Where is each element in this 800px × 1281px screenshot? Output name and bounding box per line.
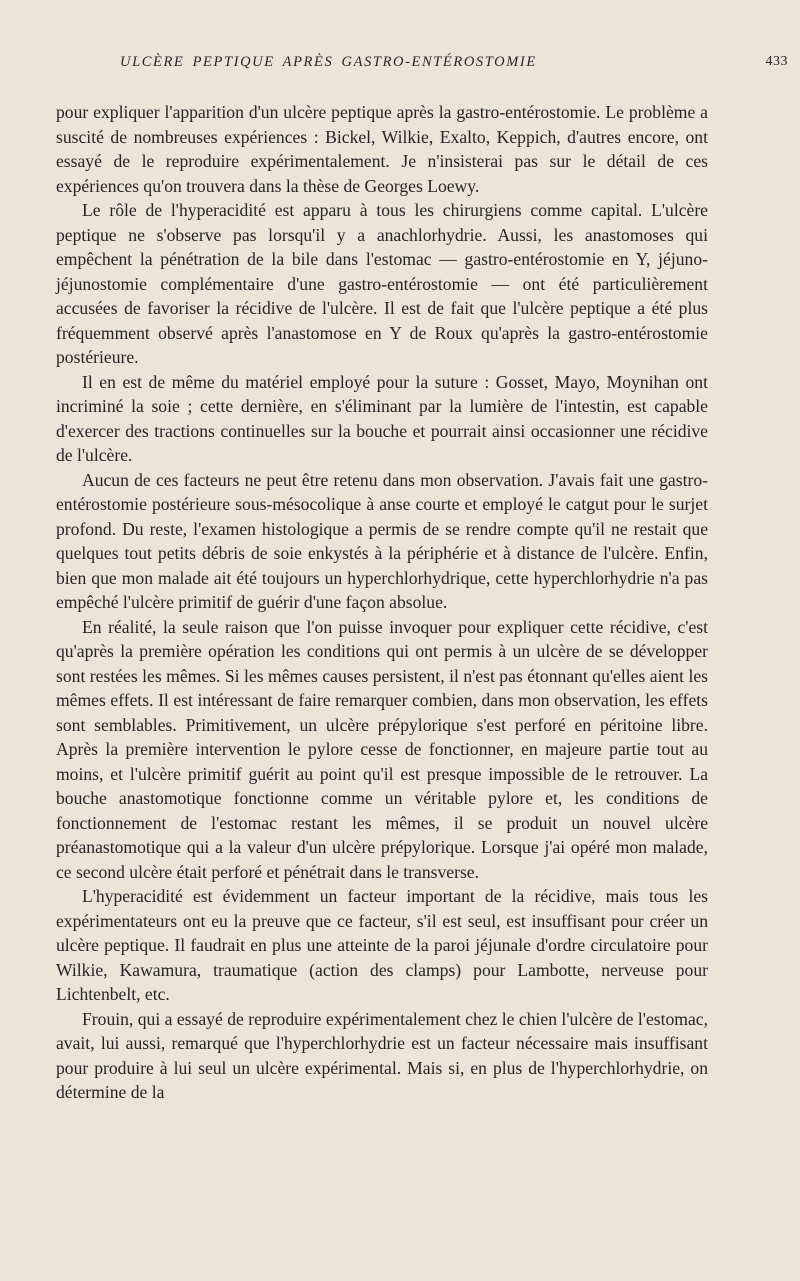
- page-number: 433: [765, 54, 788, 69]
- paragraph-recurrence-reason: En réalité, la seule raison que l'on puisse invoquer pour expliquer cette récidive, c'est qu'après la première opération les conditions qui ont permis à un ulcère de se développer sont restées les mêmes. Si les mêmes causes persistent, il n'est pas étonnant qu'elles aient les mêmes effets. Il est intéressant de faire remarquer combien, dans mon observation, les effets sont semblables. Primitivement, un ulcère prépylorique s'est perforé en péritoine libre. Après la première intervention le pylore cesse de fonctionner, en majeure partie tout au moins, et l'ulcère primitif guérit au point qu'il est presque impossible de le retrouver. La bouche anastomotique fonctionne comme un véritable pylore et, les conditions de fonctionnement de l'estomac restant les mêmes, il se produit un nouvel ulcère préanastomotique qui a la valeur d'un ulcère prépylorique. Lorsque j'ai opéré mon malade, ce second ulcère était perforé et pénétrait dans le transverse.: [56, 616, 708, 882]
- paragraph-experimenters: L'hyperacidité est évidemment un facteur important de la récidive, mais tous les expérimentateurs ont eu la preuve que ce facteur, s'il est seul, est insuffisant pour créer un ulcère peptique. Il faudrait en plus une atteinte de la paroi jéjunale d'ordre circulatoire pour Wilkie, Kawamura, traumatique (action des clamps) pour Lambotte, nerveuse pour Lichtenbelt, etc.: [56, 886, 708, 1004]
- paragraph-hyperacidity: Le rôle de l'hyperacidité est apparu à tous les chirurgiens comme capital. L'ulcère peptique ne s'observe pas lorsqu'il y a anachlorhydrie. Aussi, les anastomoses qui empêchent la pénétration de la bile dans l'estomac — gastro-entérostomie en Y, jéjuno-jéjunostomie complémentaire d'une gastro-entérostomie — ont été particulièrement accusées de favoriser la récidive de l'ulcère. Il est de fait que l'ulcère peptique a été plus fréquemment observé après l'anastomose en Y de Roux qu'après la gastro-entérostomie postérieure.: [56, 200, 708, 367]
- paragraph-suture-material: Il en est de même du matériel employé pour la suture : Gosset, Mayo, Moynihan ont incriminé la soie ; cette dernière, en s'éliminant par la lumière de l'intestin, est capable d'exercer des tractions continuelles sur la bouche et pourrait ainsi occasionner une récidive de l'ulcère.: [56, 371, 708, 465]
- running-head: [56, 50, 788, 74]
- paragraph-continued: pour expliquer l'apparition d'un ulcère peptique après la gastro-entérostomie. Le problème a suscité de nombreuses expériences : Bickel, Wilkie, Exalto, Keppich, d'autres encore, ont essayé de le reproduire expérimentalement. Je n'insisterai pas sur le détail de ces expériences qu'on trouvera dans la thèse de Georges Loewy.: [56, 102, 708, 196]
- body-text: [56, 100, 708, 1105]
- running-title: ULCÈRE PEPTIQUE APRÈS GASTRO-ENTÉROSTOMIE: [120, 54, 537, 70]
- paragraph-frouin: Frouin, qui a essayé de reproduire expérimentalement chez le chien l'ulcère de l'estomac, avait, lui aussi, remarqué que l'hyperchlorhydrie est un facteur nécessaire mais insuffisant pour produire à lui seul un ulcère expérimental. Mais si, en plus de l'hyperchlorhydrie, on détermine de la: [56, 1008, 708, 1102]
- paragraph-observation: Aucun de ces facteurs ne peut être retenu dans mon observation. J'avais fait une gastro-entérostomie postérieure sous-mésocolique à anse courte et employé le catgut pour le surjet profond. Du reste, l'examen histologique a permis de se rendre compte qu'il ne restait que quelques tout petits débris de soie enkystés à la périphérie et à distance de l'ulcère. Enfin, bien que mon malade ait été toujours un hyperchlorhydrique, cette hyperchlorhydrie n'a pas empêché l'ulcère primitif de guérir d'une façon absolue.: [56, 469, 708, 612]
